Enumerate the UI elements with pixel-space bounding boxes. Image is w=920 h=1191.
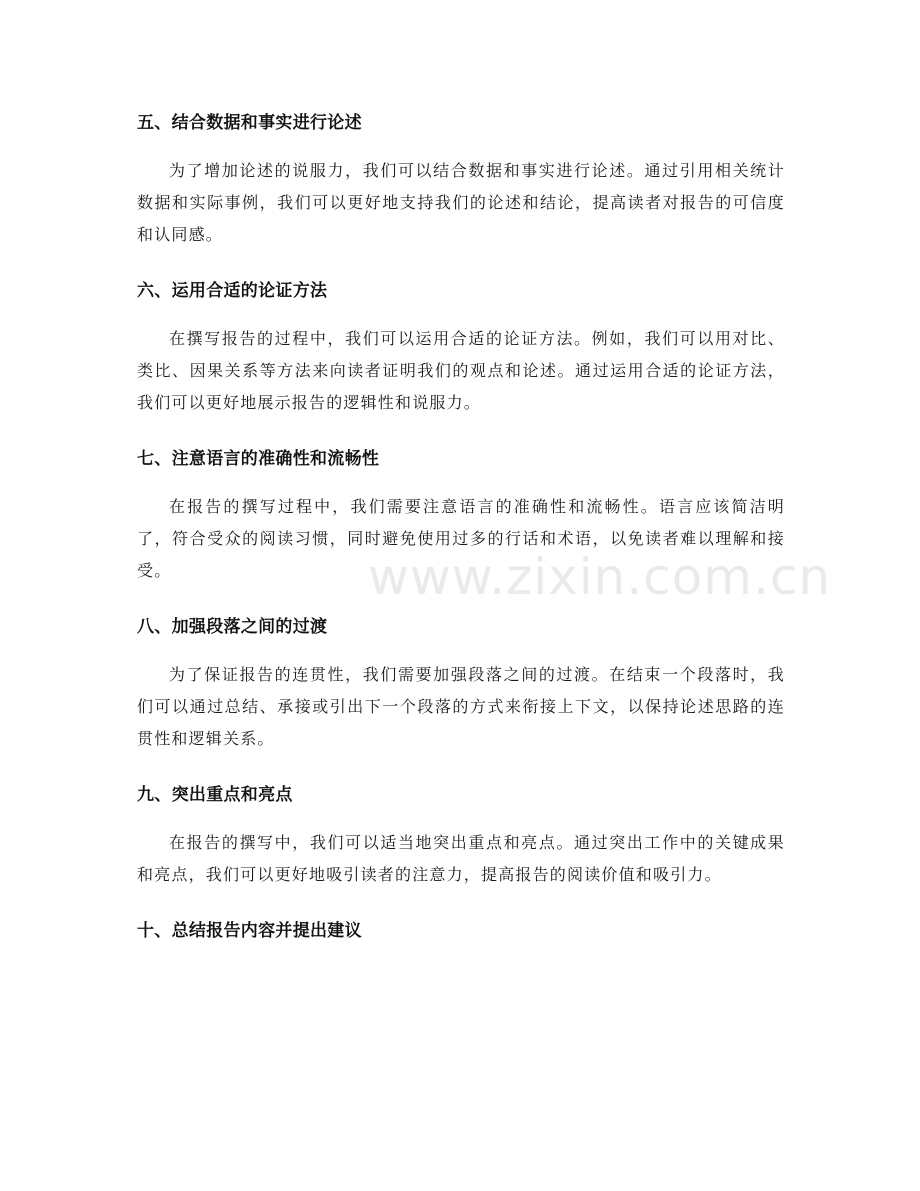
section-heading-5: 五、结合数据和事实进行论述 <box>137 113 362 133</box>
section-heading-8: 八、加强段落之间的过渡 <box>137 617 328 637</box>
section-heading-10: 十、总结报告内容并提出建议 <box>137 921 362 941</box>
section-heading-6: 六、运用合适的论证方法 <box>137 281 328 301</box>
section-paragraph-9: 在报告的撰写中，我们可以适当地突出重点和亮点。通过突出工作中的关键成果和亮点，我们可以更好地吸引读者的注意力，提高报告的阅读价值和吸引力。 <box>137 833 785 884</box>
section-paragraph-8: 为了保证报告的连贯性，我们需要加强段落之间的过渡。在结束一个段落时，我们可以通过总结、承接或引出下一个段落的方式来衔接上下文，以保持论述思路的连贯性和逻辑关系。 <box>137 665 785 748</box>
section-heading-7: 七、注意语言的准确性和流畅性 <box>137 449 380 469</box>
document-body <box>137 108 785 963</box>
section-paragraph-5: 为了增加论述的说服力，我们可以结合数据和事实进行论述。通过引用相关统计数据和实际事例，我们可以更好地支持我们的论述和结论，提高读者对报告的可信度和认同感。 <box>137 161 785 244</box>
section-heading-9: 九、突出重点和亮点 <box>137 785 293 805</box>
section-paragraph-6: 在撰写报告的过程中，我们可以运用合适的论证方法。例如，我们可以用对比、类比、因果关系等方法来向读者证明我们的观点和论述。通过运用合适的论证方法，我们可以更好地展示报告的逻辑性和说服力。 <box>137 329 785 412</box>
watermark-text: www.zixin.com.cn <box>368 548 832 606</box>
section-paragraph-7: 在报告的撰写过程中，我们需要注意语言的准确性和流畅性。语言应该简洁明了，符合受众的阅读习惯，同时避免使用过多的行话和术语，以免读者难以理解和接受。 <box>137 497 785 580</box>
